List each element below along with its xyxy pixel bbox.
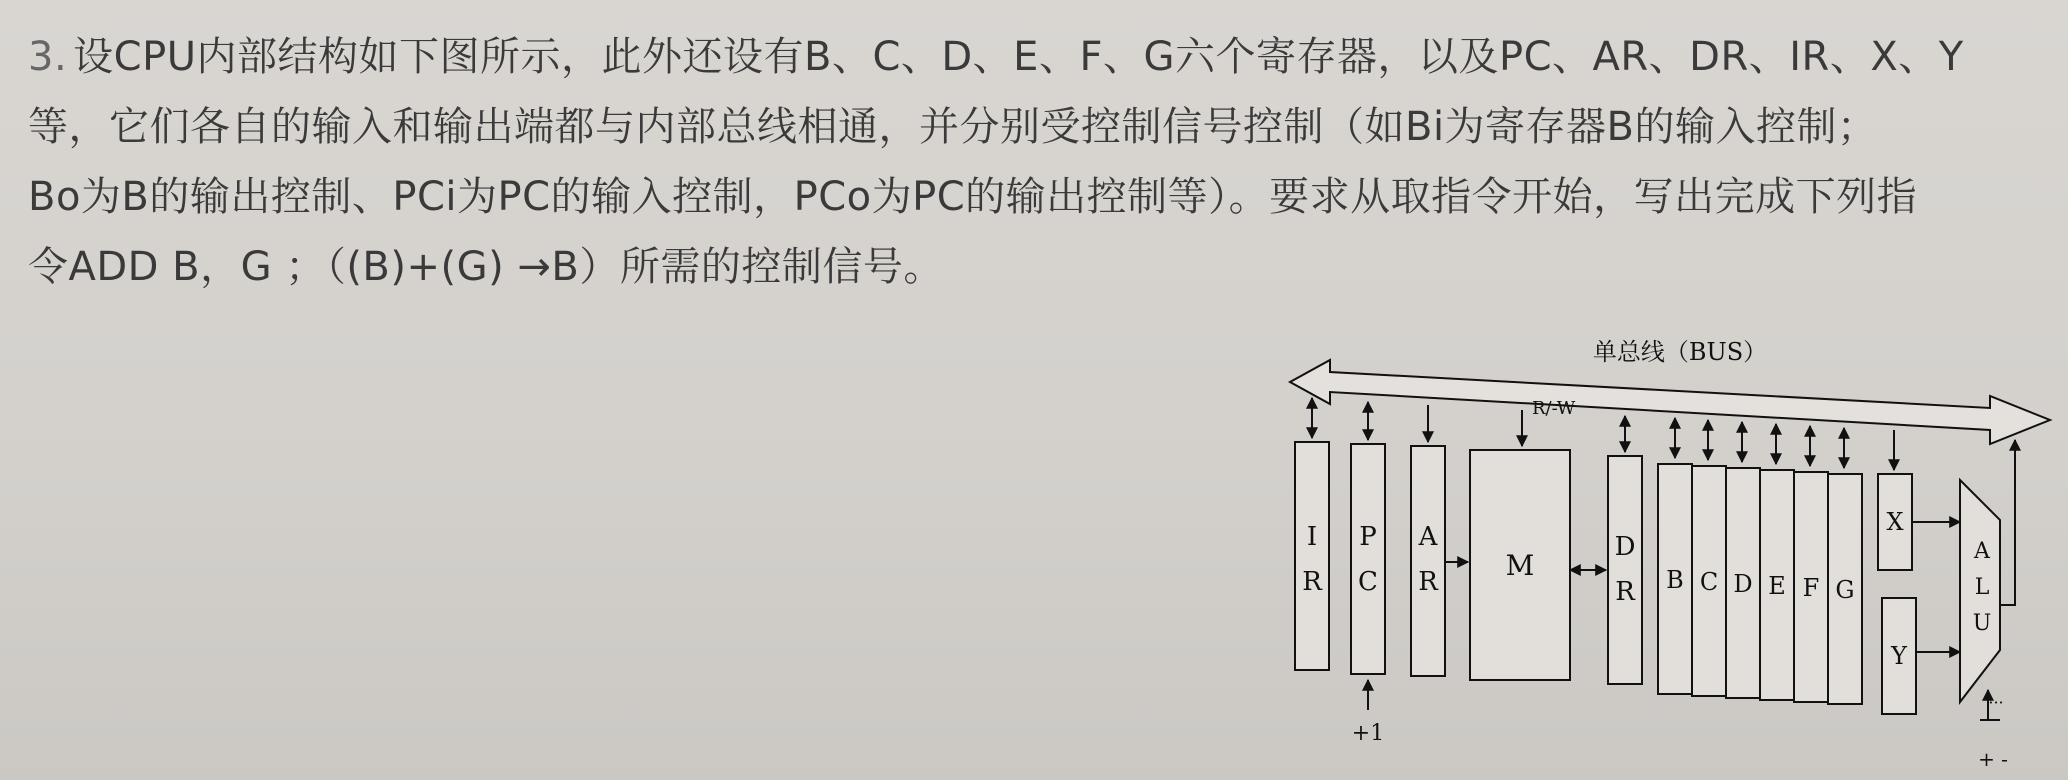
alu-block	[1960, 480, 2000, 702]
ar-register	[1411, 446, 1445, 676]
question-line-1: 3. 设CPU内部结构如下图所示，此外还设有B、C、D、E、F、G六个寄存器，以及PC、AR、DR、IR、X、Y	[28, 34, 1964, 80]
svg-text:R: R	[1302, 567, 1322, 597]
question-number: 3.	[28, 34, 68, 80]
dr-register	[1608, 456, 1642, 684]
question-line-2: 等，它们各自的输入和输出端都与内部总线相通，并分别受控制信号控制（如Bi为寄存器B的输入控制；	[28, 104, 1878, 150]
alu-dots: ···	[1988, 693, 2004, 712]
x-register	[1878, 474, 1912, 570]
register-c-label: C	[1699, 568, 1719, 596]
svg-text:Y: Y	[1891, 642, 1907, 670]
register-e-label: E	[1768, 572, 1786, 600]
register-bank	[1658, 464, 1862, 704]
alu-ops-label: + -	[1978, 747, 2008, 770]
svg-text:A: A	[1418, 522, 1438, 552]
svg-text:X: X	[1886, 508, 1904, 536]
register-d-label: D	[1733, 570, 1753, 598]
svg-text:A: A	[1974, 539, 1990, 564]
svg-text:D: D	[1614, 532, 1636, 562]
question-line-4: 令ADD B，G ；（(B)+(G) →B）所需的控制信号。	[28, 244, 944, 290]
register-g-label: G	[1835, 576, 1855, 604]
y-register	[1882, 598, 1916, 714]
bus-label: 单总线（BUS）	[1592, 338, 1768, 366]
cpu-bus-diagram	[1260, 330, 2060, 770]
svg-text:I: I	[1306, 522, 1318, 552]
register-b-label: B	[1666, 566, 1684, 594]
svg-text:P: P	[1359, 522, 1377, 552]
pc-register	[1351, 444, 1385, 674]
ir-register	[1295, 442, 1329, 670]
pc-increment-label: +1	[1351, 721, 1385, 746]
bus-line	[1290, 360, 2050, 444]
svg-text:L: L	[1974, 575, 1990, 600]
svg-text:U: U	[1972, 611, 1992, 636]
svg-text:R: R	[1418, 567, 1438, 597]
rw-label: R/-W	[1532, 398, 1576, 419]
svg-text:M: M	[1505, 549, 1535, 582]
svg-text:C: C	[1358, 567, 1378, 597]
svg-text:R: R	[1615, 577, 1635, 607]
question-text	[28, 22, 2048, 302]
memory-block	[1470, 450, 1570, 680]
question-line-3: Bo为B的输出控制、PCi为PC的输入控制，PCo为PC的输出控制等）。要求从取指令开始，写出完成下列指	[28, 174, 1918, 220]
register-f-label: F	[1802, 574, 1820, 602]
